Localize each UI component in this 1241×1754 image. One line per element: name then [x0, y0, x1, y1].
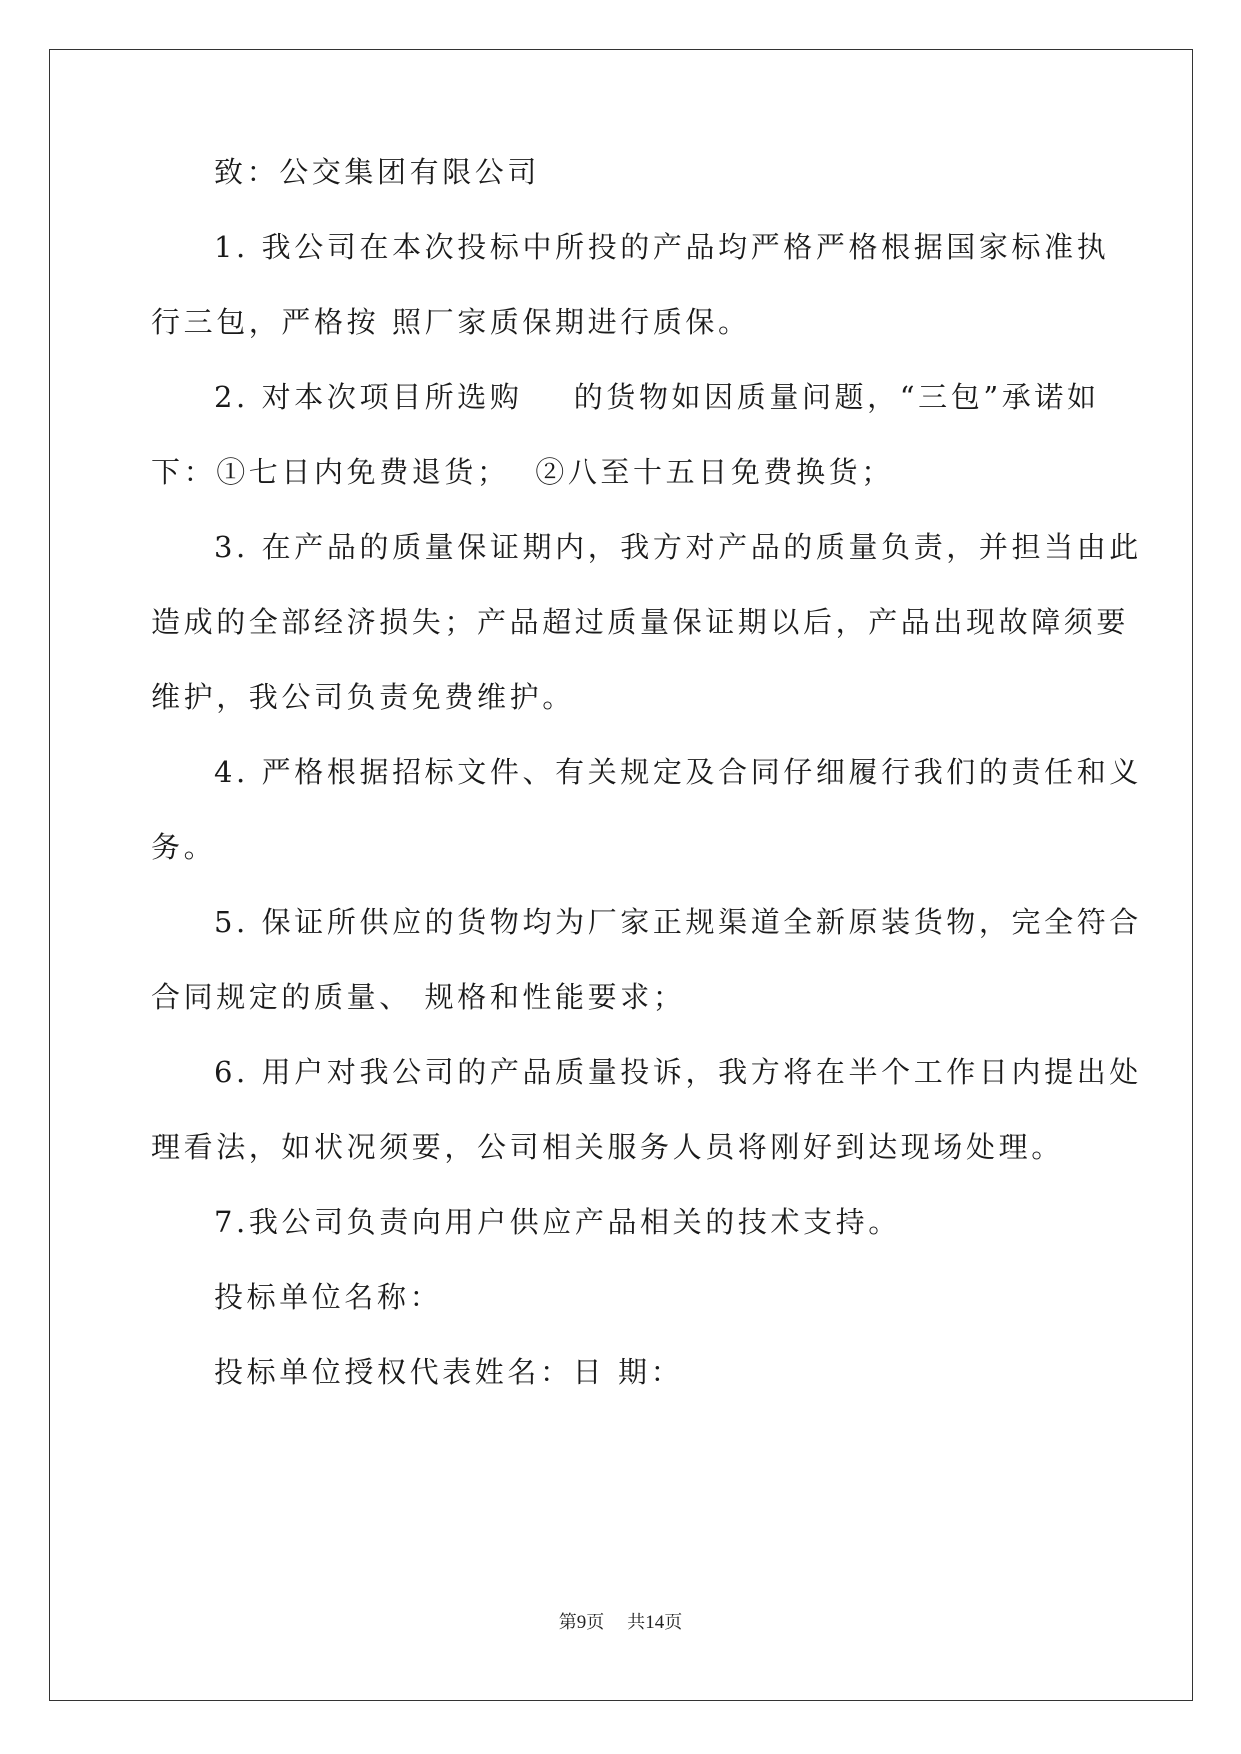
clause-3-line-2: 造成的全部经济损失；产品超过质量保证期以后，产品出现故障须要: [151, 605, 1130, 639]
clause-2-line-1: 2. 对本次项目所选购 的货物如因质量问题，“三包”承诺如: [214, 380, 1100, 414]
bidder-name-line: 投标单位名称：: [214, 1280, 443, 1314]
clause-6-line-2: 理看法，如状况须要，公司相关服务人员将刚好到达现场处理。: [151, 1130, 1064, 1164]
clause-1-line-1: 1. 我公司在本次投标中所投的产品均严格严格根据国家标准执: [214, 230, 1110, 264]
clause-6-line-1: 6. 用户对我公司的产品质量投诉，我方将在半个工作日内提出处: [214, 1055, 1142, 1089]
page-border: [49, 49, 1193, 1701]
addressee-line: 致：公交集团有限公司: [214, 155, 541, 189]
clause-7-line: 7.我公司负责向用户供应产品相关的技术支持。: [214, 1205, 901, 1239]
footer-suffix: 页: [664, 1612, 683, 1633]
clause-1-line-2: 行三包，严格按 照厂家质保期进行质保。: [151, 305, 751, 339]
clause-5-line-1: 5. 保证所供应的货物均为厂家正规渠道全新原装货物，完全符合: [214, 905, 1142, 939]
footer-mid: 页 共: [586, 1612, 646, 1633]
clause-3-line-3: 维护，我公司负责免费维护。: [151, 680, 575, 714]
footer-total-pages: 14: [645, 1612, 665, 1633]
footer-page-number: 9: [576, 1612, 587, 1633]
clause-5-line-2: 合同规定的质量、 规格和性能要求；: [151, 980, 686, 1014]
footer-prefix: 第: [558, 1612, 577, 1633]
bidder-rep-date-line: 投标单位授权代表姓名：日 期：: [214, 1355, 684, 1389]
clause-3-line-1: 3. 在产品的质量保证期内，我方对产品的质量负责，并担当由此: [214, 530, 1142, 564]
clause-4-line-2: 务。: [151, 830, 217, 864]
clause-4-line-1: 4. 严格根据招标文件、有关规定及合同仔细履行我们的责任和义: [214, 755, 1142, 789]
clause-2-line-2: 下：①七日内免费退货； ②八至十五日免费换货；: [151, 455, 894, 489]
page-footer: [0, 1611, 1241, 1635]
